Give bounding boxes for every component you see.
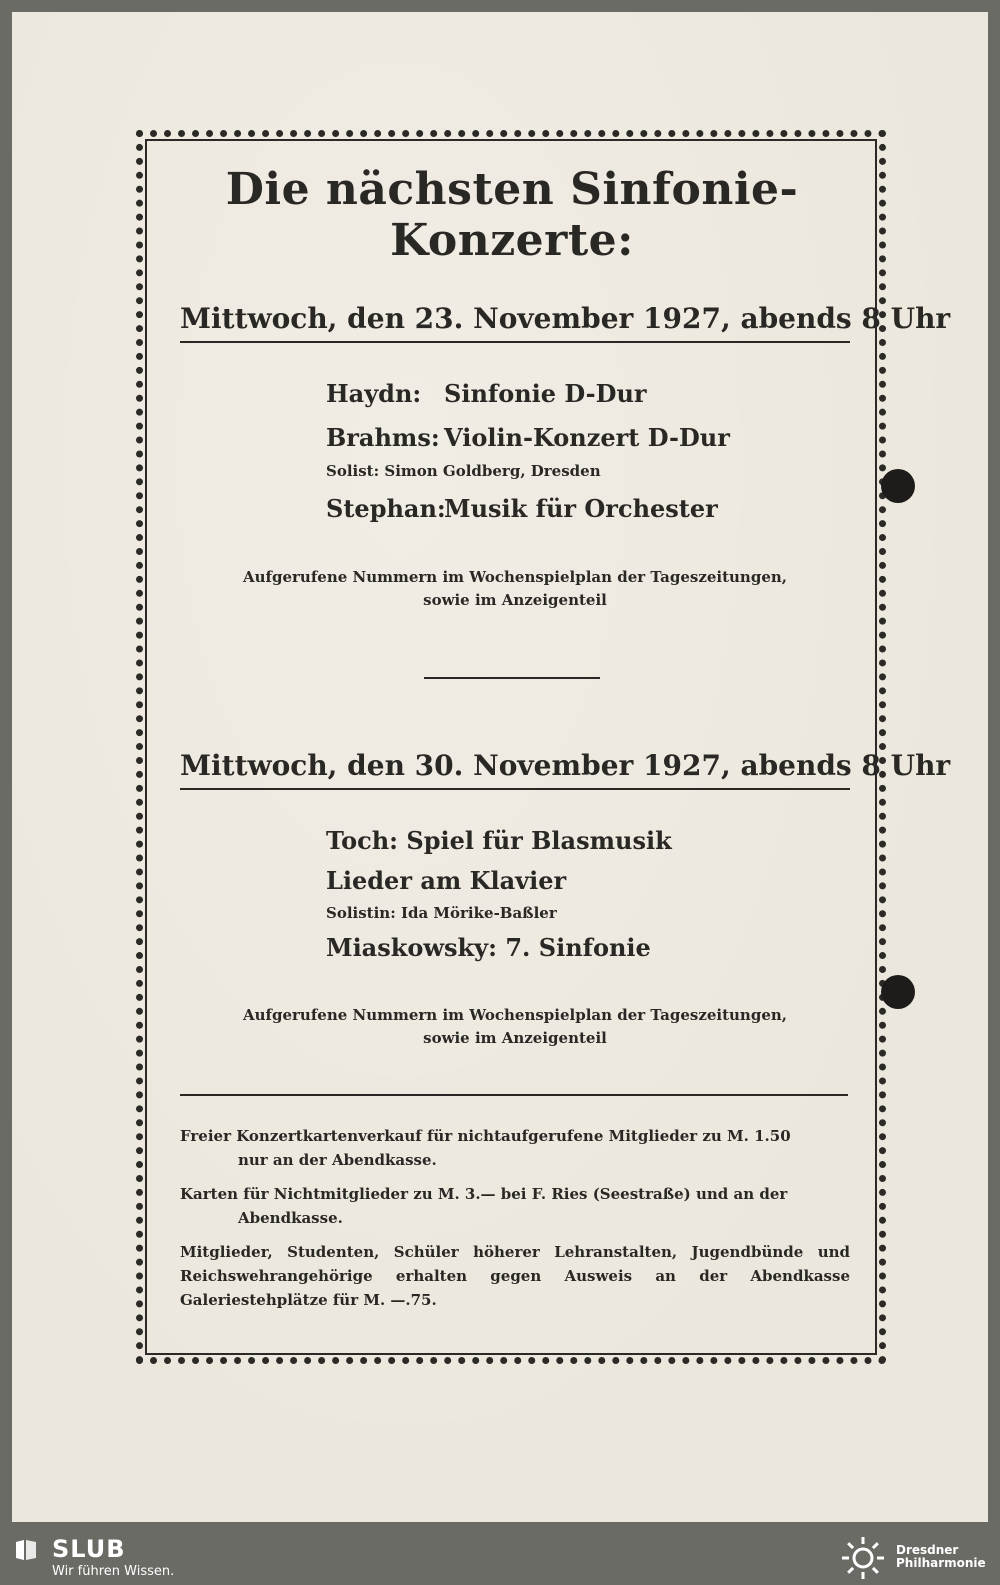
work-title: Musik für Orchester bbox=[444, 494, 718, 523]
ticket-info: Mitglieder, Studenten, Schüler höherer Lehranstalten, Jugendbünde und Reichswehrangehörige erhalten gegen Ausweis an der Abendkasse Galeriestehplätze für M. —.75. bbox=[180, 1243, 850, 1309]
philharmonie-line: Philharmonie bbox=[896, 1556, 986, 1570]
philharmonie-line: Dresdner bbox=[896, 1543, 959, 1557]
program-item: Miaskowsky: 7. Sinfonie bbox=[326, 933, 651, 962]
soloist-line: Solist: Simon Goldberg, Dresden bbox=[326, 462, 601, 480]
footer-bar bbox=[0, 1530, 1000, 1585]
punch-hole bbox=[881, 469, 915, 503]
note-line: sowie im Anzeigenteil bbox=[423, 591, 607, 609]
work-title: Sinfonie D-Dur bbox=[444, 379, 647, 408]
ticket-info bbox=[180, 1182, 850, 1230]
philharmonie-logo-icon bbox=[840, 1535, 886, 1581]
concert-date: Mittwoch, den 30. November 1927, abends 8 Uhr bbox=[180, 749, 850, 790]
slub-logo-icon bbox=[14, 1538, 38, 1562]
section-divider bbox=[424, 677, 600, 679]
program-item: Toch: Spiel für Blasmusik bbox=[326, 826, 672, 855]
work-title: Violin-Konzert D-Dur bbox=[444, 423, 730, 452]
note-line: Aufgerufene Nummern im Wochenspielplan der Tageszeitungen, bbox=[243, 1006, 787, 1024]
philharmonie-name bbox=[896, 1544, 986, 1570]
soloist-line: Solistin: Ida Mörike-Baßler bbox=[326, 904, 557, 922]
info-line: Freier Konzertkartenverkauf für nichtaufgerufene Mitglieder zu M. 1.50 bbox=[180, 1127, 791, 1145]
program-item: Lieder am Klavier bbox=[326, 866, 567, 895]
program-item bbox=[326, 494, 718, 523]
slub-name: SLUB bbox=[52, 1535, 126, 1563]
composer: Brahms: bbox=[326, 423, 440, 452]
composer: Haydn: bbox=[326, 379, 422, 408]
note-line: sowie im Anzeigenteil bbox=[423, 1029, 607, 1047]
poster-title: Die nächsten Sinfonie-Konzerte: bbox=[225, 164, 799, 266]
composer: Stephan: bbox=[326, 494, 446, 523]
section-rule bbox=[180, 1094, 848, 1096]
concert-date: Mittwoch, den 23. November 1927, abends 8 Uhr bbox=[180, 302, 850, 343]
program-item bbox=[326, 423, 730, 452]
punch-hole bbox=[881, 975, 915, 1009]
concert-note bbox=[180, 566, 850, 612]
slub-tagline: Wir führen Wissen. bbox=[52, 1564, 175, 1579]
program-item bbox=[326, 379, 647, 408]
info-line: Karten für Nichtmitglieder zu M. 3.— bei F. Ries (Seestraße) und an der bbox=[180, 1185, 788, 1203]
concert-note bbox=[180, 1004, 850, 1050]
note-line: Aufgerufene Nummern im Wochenspielplan der Tageszeitungen, bbox=[243, 568, 787, 586]
info-line: nur an der Abendkasse. bbox=[238, 1151, 437, 1169]
info-line: Abendkasse. bbox=[238, 1209, 343, 1227]
ticket-info bbox=[180, 1124, 850, 1172]
